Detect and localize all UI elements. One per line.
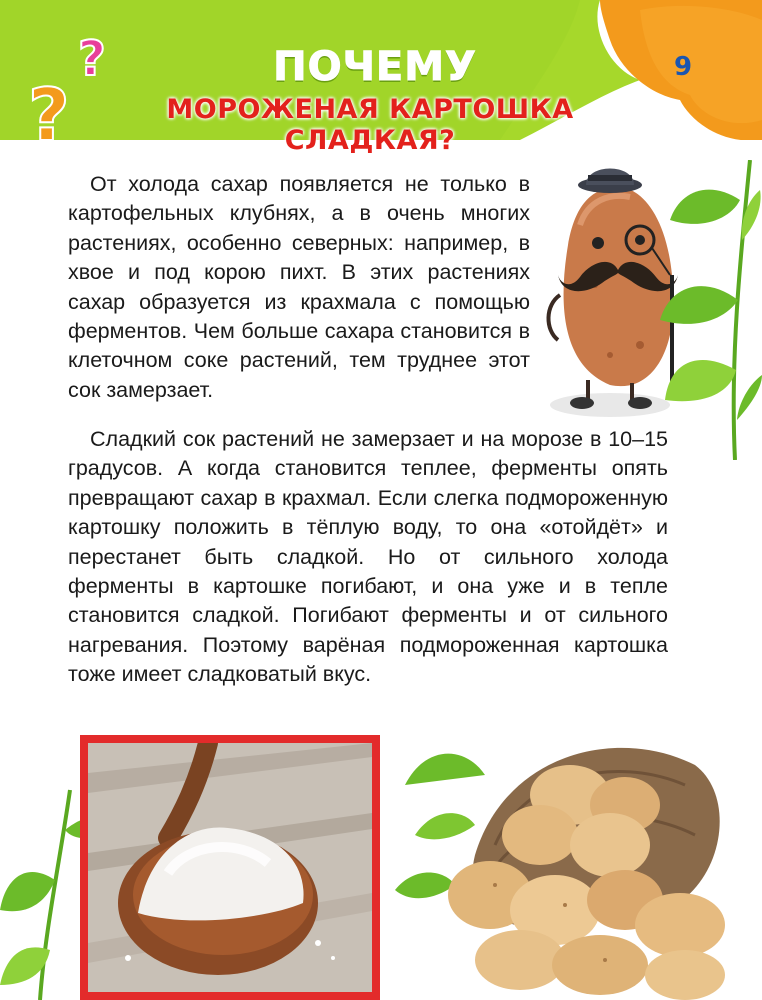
- paragraph: Сладкий сок растений не замерзает и на морозе в 10–15 градусов. А когда становится теплее, ферменты опять превращают сахар в крахмал. Если слегка подмороженную картошку положить в тёплую воду, то она «отойдёт» и перестанет быть сладкой. Но от сильного холода ферменты в картошке погибают, и она уже и в тепле становится сладкой. Погибают ферменты и от сильного нагревания. Поэтому варёная подмороженная картошка тоже имеет сладковатый вкус.: [68, 427, 668, 687]
- title-line-2: МОРОЖЕНАЯ КАРТОШКА СЛАДКАЯ?: [166, 94, 574, 156]
- leaf-icon: [640, 160, 762, 460]
- potato-sack-photo: [395, 725, 762, 1000]
- starch-spoon-photo: [80, 735, 380, 1000]
- svg-text:?: ?: [78, 31, 106, 87]
- svg-text:?: ?: [28, 73, 70, 140]
- paragraph: От холода сахар появляется не только в картофельных клубнях, а в очень многих растениях, особенно северных: например, в хвое и под корою пихт. В этих растениях сахар образуется из крахмала с помощью ферментов. Чем больше сахара становится в клеточном соке растений, тем труднее этот сок замерзает.: [68, 172, 530, 402]
- title-line-1: ПОЧЕМУ: [273, 44, 477, 90]
- page-number: 9: [673, 52, 693, 82]
